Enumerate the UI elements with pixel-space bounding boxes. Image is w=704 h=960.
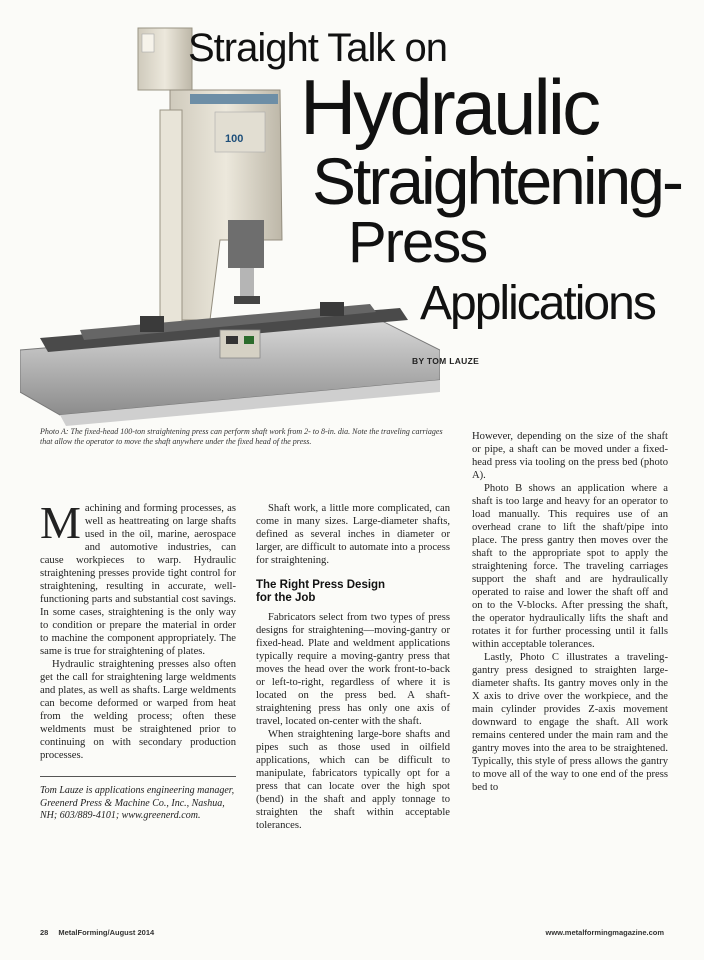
title-line-5: Applications bbox=[420, 277, 655, 330]
title-line-4: Press bbox=[348, 210, 487, 275]
paragraph: Hydraulic straightening presses also often get the call for straightening large weldments and plates, as well as shafts. Large weldments can become deformed or warped from heat from the welding process; often these weldments must be straightened prior to continuing on with secondary production processes. bbox=[40, 659, 236, 761]
article-column-3 bbox=[472, 430, 668, 794]
footer-left bbox=[40, 928, 164, 937]
paragraph: Shaft work, a little more complicated, can come in many sizes. Large-diameter shafts, defined as several inches in diameter or larger, are difficult to automate into a process for straightening. bbox=[256, 503, 450, 566]
subhead-line-1: The Right Press Design bbox=[256, 579, 386, 591]
article-column-2 bbox=[256, 502, 450, 832]
byline: BY TOM LAUZE bbox=[412, 356, 480, 366]
magazine-issue: MetalForming/August 2014 bbox=[58, 928, 155, 937]
paragraph bbox=[40, 497, 236, 658]
paragraph: Fabricators select from two types of press designs for straightening—moving-gantry or fixed-head. Plate and weldment applications typically require a moving-gantry press that moves the head over the work front-to-back or left-to-right, regardless of where it is located on the press bed. A shaft-straightening press has only one axis of travel, located on-center with the shaft. bbox=[256, 612, 450, 727]
paragraph: However, depending on the size of the shaft or pipe, a shaft can be moved under a fixed-head press via tooling on the press bed (photo A). bbox=[472, 431, 668, 481]
press-tonnage-label: 100 bbox=[225, 133, 244, 145]
title-line-1: Straight Talk on bbox=[188, 26, 447, 70]
paragraph: Photo B shows an application where a shaft is too large and heavy for an operator to load manually. This requires use of an overhead crane to lift the shaft/pipe into place. The press gantry then moves over the shaft to the appropriate spot to apply the straightening force. The traveling carriages support the shaft and are hydraulically operated to raise and lower the shaft off and on to the V-blocks. After pressing the shaft, the operator hydraulically lifts the shaft and rotates it for further processing until it falls within acceptable tolerances. bbox=[472, 483, 668, 650]
page-number: 28 bbox=[40, 928, 49, 937]
article-column-1 bbox=[40, 497, 236, 823]
section-subhead bbox=[256, 579, 450, 605]
footer-website: www.metalformingmagazine.com bbox=[545, 928, 664, 937]
author-bio: Tom Lauze is applications engineering manager, Greenerd Press & Machine Co., Inc., Nashua, NH; 603/889-4101; www.greenerd.com. bbox=[40, 785, 235, 821]
paragraph: Lastly, Photo C illustrates a traveling-gantry press designed to straighten large-diameter shafts. Its gantry moves only in the X axis to drive over the workpiece, and the main cylinder provides Z-axis movement downward to engage the shaft. All work remains centered under the main ram and the gantry moves into the area to be straightened. Typically, this style of press allows the gantry to move all of the way to one end of the press bed to bbox=[472, 652, 668, 793]
bio-divider bbox=[40, 776, 236, 777]
paragraph-text: achining and forming processes, as well as heattreating on large shafts used in the oil, marine, aerospace and automotive industries, can cause workpieces to warp. Hydraulic straightening presses provide tight control for straightening, resulting in accurate, well-functioning parts and substantial cost savings. In some cases, straightening is the only way to condition or prepare the material in order to machine the component appropriately. The same is true for straightening of plates. bbox=[40, 503, 236, 657]
title-line-3: Straightening- bbox=[312, 144, 681, 218]
photo-caption: Photo A: The fixed-head 100-ton straightening press can perform shaft work from 2- to 8-in. dia. Note the traveling carriages that allow the operator to move the shaft anywhere under the fixed head of the press. bbox=[40, 427, 443, 446]
title-line-2: Hydraulic bbox=[300, 63, 599, 151]
drop-cap: M bbox=[40, 497, 81, 548]
paragraph: When straightening large-bore shafts and pipes such as those used in oilfield applications, which can be difficult to manipulate, fabricators typically opt for a press that can locate over the high spot (bend) in the shaft and apply tonnage to straighten the shaft within acceptable tolerances. bbox=[256, 729, 450, 831]
subhead-line-2: for the Job bbox=[256, 592, 316, 604]
